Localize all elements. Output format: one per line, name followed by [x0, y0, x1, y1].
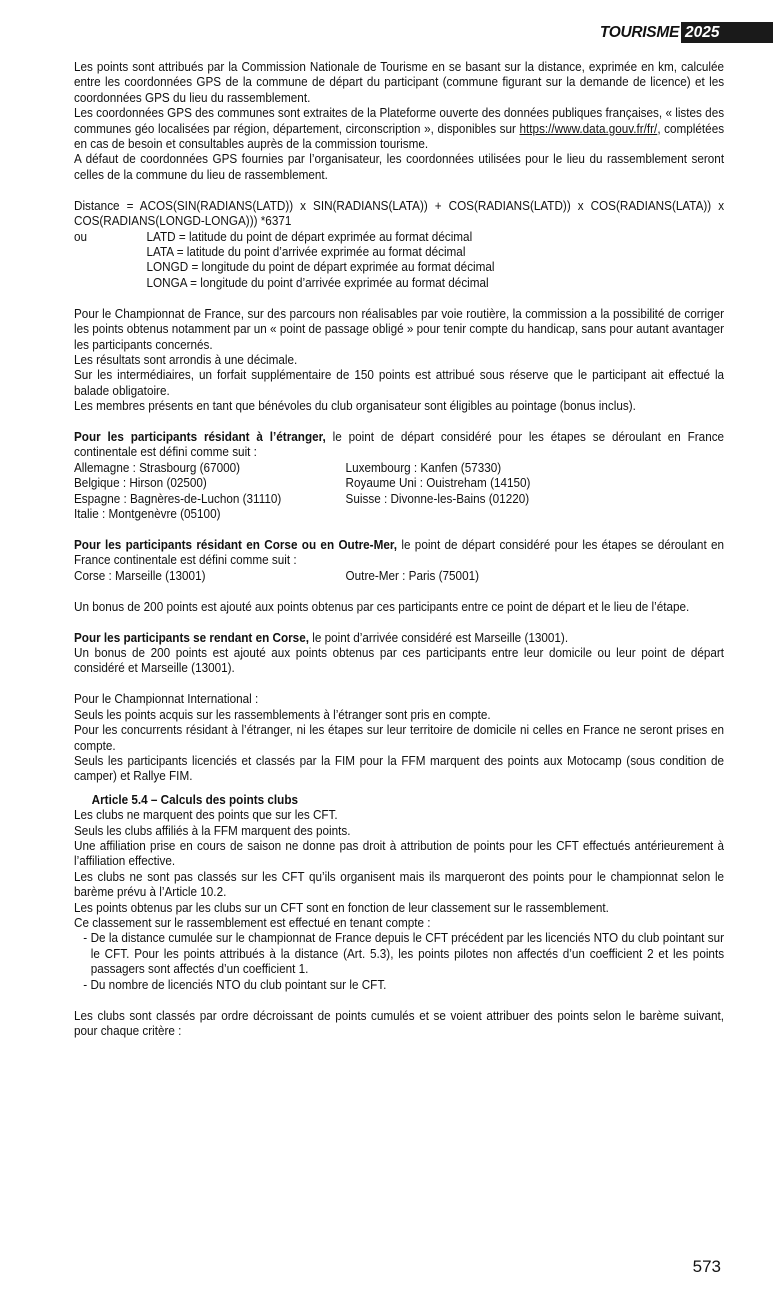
etranger-row-1: Allemagne : Strasbourg (67000) Luxembourg : Kanfen (57330) [74, 460, 502, 475]
def-longa: LONGA = longitude du point d’arrivée exprimée au format décimal [146, 275, 489, 290]
intro-paragraph-1: Les points sont attribués par la Commission Nationale de Tourisme en se basant sur la distance, exprimée en km, calculée entre les coordonnées GPS de la commune de départ du participant (commune figurant sur la demande de licence) et les coordonnées GPS du lieu du rassemblement. [74, 60, 725, 105]
running-header [600, 22, 773, 43]
corse-outremer-paragraph: Pour les participants résidant en Corse ou en Outre-Mer, le point de départ considéré pour les étapes se déroulant en France continentale est défini comme suit : [74, 537, 725, 568]
international-line-3: Seuls les participants licenciés et classés par la FIM pour la FFM marquent des points aux Motocamp (sous condition de camper) et Rallye FIM. [74, 753, 725, 784]
corse-outremer-row: Corse : Marseille (13001) Outre-Mer : Paris (75001) [74, 568, 480, 583]
vers-corse-bonus: Un bonus de 200 points est ajouté aux points obtenus par ces participants entre leur domicile ou leur point de départ considéré et Marseille (13001). [74, 646, 725, 676]
article-line-4: Les clubs ne sont pas classés sur les CFT qu’ils organisent mais ils marqueront des points pour le championnat selon le barème prévu à l’Article 10.2. [74, 869, 725, 900]
def-lata: LATA = latitude du point d’arrivée exprimée au format décimal [146, 244, 466, 259]
article-bullet-1: - De la distance cumulée sur le championnat de France depuis le CFT précédent par les licenciés NTO du club pointant sur le CFT. Pour les points attribués à la distance (Art. 5.3), les points pilotes non affectés d’un coefficient 2 et les points passagers sont affectés d’un coefficient 1. [83, 931, 725, 977]
header-title: TOURISME [599, 23, 679, 41]
intro-paragraph-2: Les coordonnées GPS des communes sont extraites de la Plateforme ouverte des données publiques françaises, « listes des communes géo localisées par région, département, circonscription », disponibles sur https://www.data.gouv.fr/fr/, complétées en cas de besoin et consultables auprès de la commission tourisme. [74, 106, 725, 152]
championnat-paragraph-3: Sur les intermédiaires, un forfait supplémentaire de 150 points est attribué sous réserve que le participant ait effectué la balade obligatoire. [74, 368, 725, 398]
header-year-badge: 2025 [681, 22, 773, 43]
ou-label: ou [74, 229, 88, 244]
international-line-1: Seuls les points acquis sur les rassemblements à l’étranger sont pris en compte. [74, 707, 491, 722]
international-line-2: Pour les concurrents résidant à l’étranger, ni les étapes sur leur territoire de domicile ni celles en France ne seront prises en compte. [74, 723, 725, 753]
article-line-1: Les clubs ne marquent des points que sur les CFT. [74, 808, 338, 823]
data-gouv-link[interactable]: https://www.data.gouv.fr/fr/ [519, 121, 658, 136]
closing-paragraph: Les clubs sont classés par ordre décroissant de points cumulés et se voient attribuer des points selon le barème suivant, pour chaque critère : [74, 1008, 725, 1038]
article-line-6: Ce classement sur le rassemblement est effectué en tenant compte : [74, 916, 431, 930]
article-bullet-2: - Du nombre de licenciés NTO du club pointant sur le CFT. [83, 977, 387, 992]
article-line-2: Seuls les clubs affiliés à la FFM marquent des points. [74, 823, 351, 838]
article-title: Article 5.4 – Calculs des points clubs [91, 792, 299, 807]
page-number: 573 [692, 1257, 721, 1276]
def-longd: LONGD = longitude du point de départ exprimée au format décimal [146, 260, 495, 275]
international-heading: Pour le Championnat International : [74, 692, 259, 707]
etranger-row-4: Italie : Montgenèvre (05100) [74, 507, 221, 522]
championnat-paragraph-2: Les résultats sont arrondis à une décimale. [74, 352, 298, 367]
vers-corse-paragraph: Pour les participants se rendant en Corse, le point d’arrivée considéré est Marseille (13001). [74, 630, 569, 645]
etranger-paragraph: Pour les participants résidant à l’étranger, le point de départ considéré pour les étapes se déroulant en France continentale est défini comme suit : [74, 430, 725, 460]
formula-definitions [74, 230, 724, 292]
championnat-paragraph-4: Les membres présents en tant que bénévoles du club organisateur sont éligibles au pointage (bonus inclus). [74, 399, 636, 414]
def-latd: LATD = latitude du point de départ exprimée au format décimal [146, 229, 473, 244]
etranger-row-2: Belgique : Hirson (02500) Royaume Uni : Ouistreham (14150) [74, 476, 531, 491]
championnat-paragraph-1: Pour le Championnat de France, sur des parcours non réalisables par voie routière, la commission a la possibilité de corriger les points obtenus notamment par un « point de passage obligé » pour tenir compte du handicap, sans pour autant avantager les participants concernés. [74, 306, 725, 352]
page-body [74, 60, 724, 1039]
intro-paragraph-3: A défaut de coordonnées GPS fournies par l’organisateur, les coordonnées utilisées pour le lieu du rassemblement seront celles de la commune du lieu de rassemblement. [74, 152, 725, 182]
bonus-paragraph: Un bonus de 200 points est ajouté aux points obtenus par ces participants entre ce point de départ et le lieu de l’étape. [74, 599, 690, 614]
article-line-5: Les points obtenus par les clubs sur un CFT sont en fonction de leur classement sur le rassemblement. [74, 900, 609, 915]
etranger-row-3: Espagne : Bagnères-de-Luchon (31110) Suisse : Divonne-les-Bains (01220) [74, 491, 530, 506]
distance-formula: Distance = ACOS(SIN(RADIANS(LATD)) x SIN(RADIANS(LATA)) + COS(RADIANS(LATD)) x COS(RADIANS(LATA)) x COS(RADIANS(LONGD-LONGA))) *6371 [74, 198, 725, 229]
article-line-3: Une affiliation prise en cours de saison ne donne pas droit à attribution de points pour les CFT effectués antérieurement à l’affiliation effective. [74, 838, 725, 869]
